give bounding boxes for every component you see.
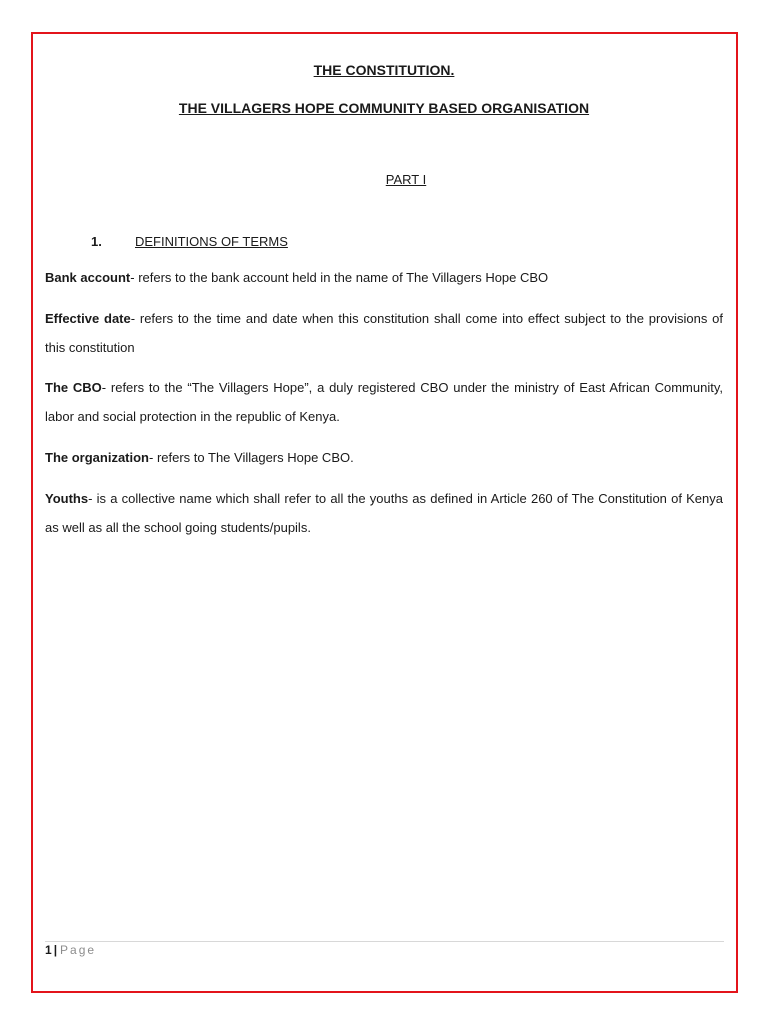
definition-term: Effective date — [45, 311, 131, 326]
definition-the-organization — [45, 443, 723, 472]
page-number: 1 — [45, 943, 52, 957]
page-footer — [45, 943, 96, 957]
definition-text: - refers to the time and date when this constitution shall come into effect subject to the provisions of this constitution — [45, 311, 723, 355]
page-label: Page — [60, 943, 97, 957]
section-heading — [91, 234, 288, 249]
definition-term: Bank account — [45, 270, 131, 285]
footer-separator: | — [53, 943, 58, 957]
definition-term: Youths — [45, 491, 89, 506]
organization-title: THE VILLAGERS HOPE COMMUNITY BASED ORGANISATION — [178, 100, 590, 116]
document-title: THE CONSTITUTION. — [313, 62, 455, 78]
definition-effective-date — [45, 304, 723, 362]
footer-divider — [45, 941, 724, 942]
definition-term: The CBO — [45, 380, 102, 395]
definition-text: - refers to the “The Villagers Hope”, a duly registered CBO under the ministry of East African Community, labor and social protection in the republic of Kenya. — [45, 380, 723, 424]
section-title: DEFINITIONS OF TERMS — [135, 234, 288, 249]
definition-bank-account — [45, 263, 723, 292]
definition-text: - refers to the bank account held in the name of The Villagers Hope CBO — [130, 270, 549, 285]
definition-text: - refers to The Villagers Hope CBO. — [149, 450, 354, 465]
section-number: 1. — [91, 234, 102, 249]
definition-term: The organization — [45, 450, 149, 465]
definition-the-cbo — [45, 373, 723, 431]
definition-text: - is a collective name which shall refer to all the youths as defined in Article 260 of The Constitution of Kenya as well as all the school going students/pupils. — [45, 491, 723, 535]
part-heading: PART I — [385, 172, 427, 187]
definition-youths — [45, 484, 723, 542]
